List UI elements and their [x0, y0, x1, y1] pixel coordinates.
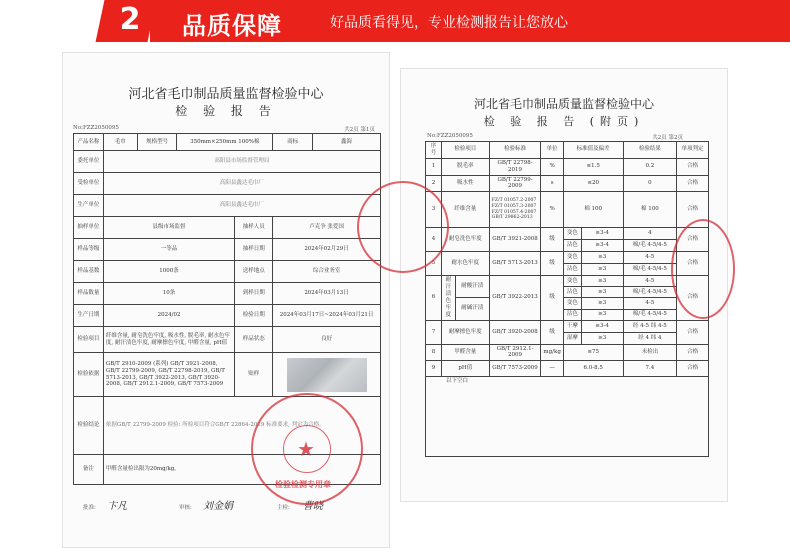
table-row: [74, 195, 381, 217]
cell: —: [541, 361, 563, 377]
cell: 棉 100: [563, 192, 623, 228]
cell: 9: [426, 361, 442, 377]
cell: %: [541, 158, 563, 175]
row-value: 鑫海: [313, 134, 381, 151]
cell: 2: [426, 175, 442, 192]
row-value: 350mm×250mm 100%棉: [177, 134, 273, 151]
cell: 变色: [563, 298, 581, 309]
row-value: 高阳县市场监督管理局: [103, 151, 380, 173]
cell: ≥3: [581, 276, 623, 287]
sample-photo: [287, 358, 367, 392]
cell: 级: [541, 228, 563, 252]
cell: 干摩: [563, 320, 581, 332]
row-label: 贴样: [235, 353, 273, 397]
row-label: 样品基数: [74, 261, 104, 283]
report-number: No:FZZ2050095: [427, 133, 473, 139]
header-cell: 序号: [426, 142, 442, 159]
cell: 4: [623, 228, 677, 240]
report-title: 河北省毛巾制品质量监督检验中心: [128, 87, 324, 102]
report-page-2: [400, 68, 728, 502]
cell: GB/T 22798-2019: [489, 158, 541, 175]
row-label: 检验依据: [74, 353, 104, 397]
row-label: 到样日期: [235, 283, 273, 305]
page-indicator: 共2页 第1页: [344, 127, 375, 133]
cell: GB/T 5713-2013: [489, 252, 541, 276]
cell: 耐酸汗渍: [455, 276, 489, 298]
cell: 8: [426, 344, 442, 361]
row-label: 规格型号: [137, 134, 177, 151]
cell: 变色: [563, 276, 581, 287]
cell: 合格: [677, 175, 709, 192]
cell: ≤20: [563, 175, 623, 192]
row-value: 纤维含量, 耐皂洗色牢度, 吸水性, 脱毛率, 耐水色牢度, 耐汗渍色牢度, 耐摩擦色牢度, 甲醛含量, pH值: [103, 327, 234, 353]
table-row: [74, 327, 381, 353]
cell: ≥3: [581, 298, 623, 309]
row-value: 高阳县鑫达毛巾厂: [103, 173, 380, 195]
cell: 棉 100: [623, 192, 677, 228]
row-label: 样品数量: [74, 283, 104, 305]
row-value: 2024年03月17日~2024年03月21日: [273, 305, 381, 327]
row-value: 综合业务室: [273, 261, 381, 283]
cell: GB/T 3921-2008: [489, 228, 541, 252]
banner-slogan: 好品质看得见，专业检测报告让您放心: [330, 15, 568, 31]
reviewer-label: 审核:: [179, 505, 192, 511]
stamp-text: 检验检测专用章: [275, 480, 331, 489]
table-row: [426, 344, 709, 361]
cell: 沾色: [563, 264, 581, 276]
cell: 合格: [677, 158, 709, 175]
cell: 吸水性: [441, 175, 489, 192]
cell: 甲醛含量: [441, 344, 489, 361]
header-cell: 单位: [541, 142, 563, 159]
row-label: 产品名称: [74, 134, 104, 151]
cell: 经 4-5 纬 4-5: [623, 320, 677, 332]
row-value: 毛巾: [103, 134, 137, 151]
cell: 6: [426, 276, 442, 320]
cell: ≥3: [581, 309, 623, 320]
row-label: 样品等级: [74, 239, 104, 261]
cell: ≥3: [581, 287, 623, 298]
cell: ≥3: [581, 252, 623, 264]
table-header: [426, 142, 709, 159]
table-row: [426, 252, 709, 264]
cell: 7: [426, 320, 442, 344]
table-row: [74, 217, 381, 239]
table-row: [426, 276, 709, 287]
table-row: [426, 175, 709, 192]
stamp-star-icon: ★: [297, 437, 315, 461]
cell: 脱毛率: [441, 158, 489, 175]
header-cell: 单项判定: [677, 142, 709, 159]
approver-signature: 卞凡: [107, 501, 127, 512]
cell: GB/T 3920-2008: [489, 320, 541, 344]
table-row: [426, 228, 709, 240]
cell: 4-5: [623, 276, 677, 287]
cell: 湿摩: [563, 332, 581, 344]
row-value: 高阳县鑫达毛巾厂: [103, 195, 380, 217]
cell: 棉/毛 4-5/4-5: [623, 264, 677, 276]
report-title: 河北省毛巾制品质量监督检验中心: [473, 97, 654, 111]
row-label: 检验项目: [74, 327, 104, 353]
cell: 4: [426, 228, 442, 252]
cell: 沾色: [563, 287, 581, 298]
row-value: 良好: [273, 327, 381, 353]
reviewer-signature: 刘金娟: [203, 501, 233, 512]
cell: ≤75: [563, 344, 623, 361]
cell: ≤1.5: [563, 158, 623, 175]
table-row: [426, 377, 709, 457]
cell: 耐碱汗渍: [455, 298, 489, 320]
cell: 合格: [677, 228, 709, 252]
row-label: 生产单位: [74, 195, 104, 217]
seam-stamp-left: [357, 181, 449, 273]
table-row: [74, 305, 381, 327]
cell: ≥3: [581, 332, 623, 344]
cell: 合格: [677, 361, 709, 377]
table-row: [74, 283, 381, 305]
cell: ≥3: [581, 264, 623, 276]
row-value: 县级市场监督: [103, 217, 234, 239]
cell: 纤维含量: [441, 192, 489, 228]
header-cell: 标准值及偏差: [563, 142, 623, 159]
row-value: 2024年02月29日: [273, 239, 381, 261]
cell: ≥3-4: [581, 240, 623, 252]
cell: 合格: [677, 344, 709, 361]
inspector-label: 主检:: [277, 505, 290, 511]
end-marker: 以下空白: [426, 377, 709, 457]
cell: 7.4: [623, 361, 677, 377]
cell: 棉/毛 4-5/4-5: [623, 240, 677, 252]
sample-photo-cell: [273, 353, 381, 397]
cell: 合格: [677, 252, 709, 276]
banner-title: 品质保障: [182, 12, 282, 40]
row-label: 委托单位: [74, 151, 104, 173]
cell: 耐水色牢度: [441, 252, 489, 276]
table-row: [74, 261, 381, 283]
row-value: 1000条: [103, 261, 234, 283]
row-label: 样品状态: [235, 327, 273, 353]
row-label: 商标: [273, 134, 313, 151]
cell: 合格: [677, 320, 709, 344]
row-value: 一等品: [103, 239, 234, 261]
table-row: [426, 361, 709, 377]
row-value: 甲醛含量检出限为20mg/kg。: [103, 455, 380, 485]
cell: GB/T 2912.1-2009: [489, 344, 541, 361]
table-row: [426, 192, 709, 228]
page-indicator: 共2页 第2页: [652, 135, 683, 141]
cell: 沾色: [563, 240, 581, 252]
cell: 级: [541, 320, 563, 344]
table-row: [74, 134, 381, 151]
cell: 变色: [563, 228, 581, 240]
table-row: [74, 239, 381, 261]
cell: pH值: [441, 361, 489, 377]
row-label: 送样地点: [235, 261, 273, 283]
cell: 0.2: [623, 158, 677, 175]
cell: 级: [541, 276, 563, 320]
report-page-1: [62, 52, 390, 548]
row-value: 10条: [103, 283, 234, 305]
seam-stamp-right: [671, 219, 735, 319]
row-value: 卢克争 张爱国: [273, 217, 381, 239]
row-value: 2024/02: [103, 305, 234, 327]
results-table: [425, 141, 709, 457]
cell: GB/T 3922-2013: [489, 276, 541, 320]
row-value: GB/T 2910-2009 (系列) GB/T 3921-2008, GB/T 22799-2009, GB/T 22798-2019, GB/T 5713-2013, GB/T 3922-2013, GB/T 3920-2008, GB/T 2912.1-2009, GB/T 7573-2009: [103, 353, 234, 397]
cell: 0: [623, 175, 677, 192]
cell: FZ/T 01057.2-2007 FZ/T 01057.3-2007 FZ/T 01057.4-2007 GB/T 29862-2013: [489, 192, 541, 228]
cell: 棉/毛 4-5/4-5: [623, 309, 677, 320]
cell: 6.0-8.5: [563, 361, 623, 377]
inspector-signature: 曹晓: [303, 501, 323, 512]
cell: %: [541, 192, 563, 228]
row-label: 检验结论: [74, 397, 104, 455]
header-cell: 检验项目: [441, 142, 489, 159]
cell: 合格: [677, 192, 709, 228]
row-label: 抽样单位: [74, 217, 104, 239]
table-row: [74, 353, 381, 397]
approver-label: 批准:: [83, 505, 96, 511]
row-label: 备注: [74, 455, 104, 485]
cell: 棉/毛 4-5/4-5: [623, 287, 677, 298]
row-value: 2024年03月13日: [273, 283, 381, 305]
cell: 级: [541, 252, 563, 276]
table-row: [74, 173, 381, 195]
row-label: 检验日期: [235, 305, 273, 327]
cell: 4-5: [623, 252, 677, 264]
report-subtitle: 检 验 报 告: [175, 104, 277, 118]
cell: 未检出: [623, 344, 677, 361]
cell: 经 4 纬 4: [623, 332, 677, 344]
cell: GB/T 7573-2009: [489, 361, 541, 377]
cell: GB/T 22799-2009: [489, 175, 541, 192]
cell: 耐皂洗色牢度: [441, 228, 489, 252]
cell: 4-5: [623, 298, 677, 309]
row-label: 生产日期: [74, 305, 104, 327]
table-row: [426, 158, 709, 175]
cell: 1: [426, 158, 442, 175]
row-label: 受检单位: [74, 173, 104, 195]
cell: 耐摩擦色牢度: [441, 320, 489, 344]
report-number: No:FZZ2050095: [73, 125, 119, 131]
cell: mg/kg: [541, 344, 563, 361]
cell: s: [541, 175, 563, 192]
report-subtitle: 检 验 报 告 (附页): [483, 115, 645, 128]
cell: 耐汗渍色牢度: [441, 276, 455, 320]
row-label: 抽样人员: [235, 217, 273, 239]
cell: 3: [426, 192, 442, 228]
table-row: [426, 298, 709, 309]
cell: 合格: [677, 276, 709, 320]
table-row: [426, 320, 709, 332]
cell: 沾色: [563, 309, 581, 320]
header-cell: 检验结果: [623, 142, 677, 159]
cell: 变色: [563, 252, 581, 264]
banner: [0, 0, 790, 50]
table-row: [74, 151, 381, 173]
cell: ≥3-4: [581, 228, 623, 240]
cell: ≥3-4: [581, 320, 623, 332]
row-label: 抽样日期: [235, 239, 273, 261]
inspection-stamp: [251, 393, 363, 505]
cell: 5: [426, 252, 442, 276]
row-value: 依据GB/T 22799-2009 检验: 所检项目符合GB/T 22864-2019 标准要求, 判定为合格。: [103, 397, 380, 455]
section-number: 2: [119, 2, 141, 37]
header-cell: 检验标准: [489, 142, 541, 159]
